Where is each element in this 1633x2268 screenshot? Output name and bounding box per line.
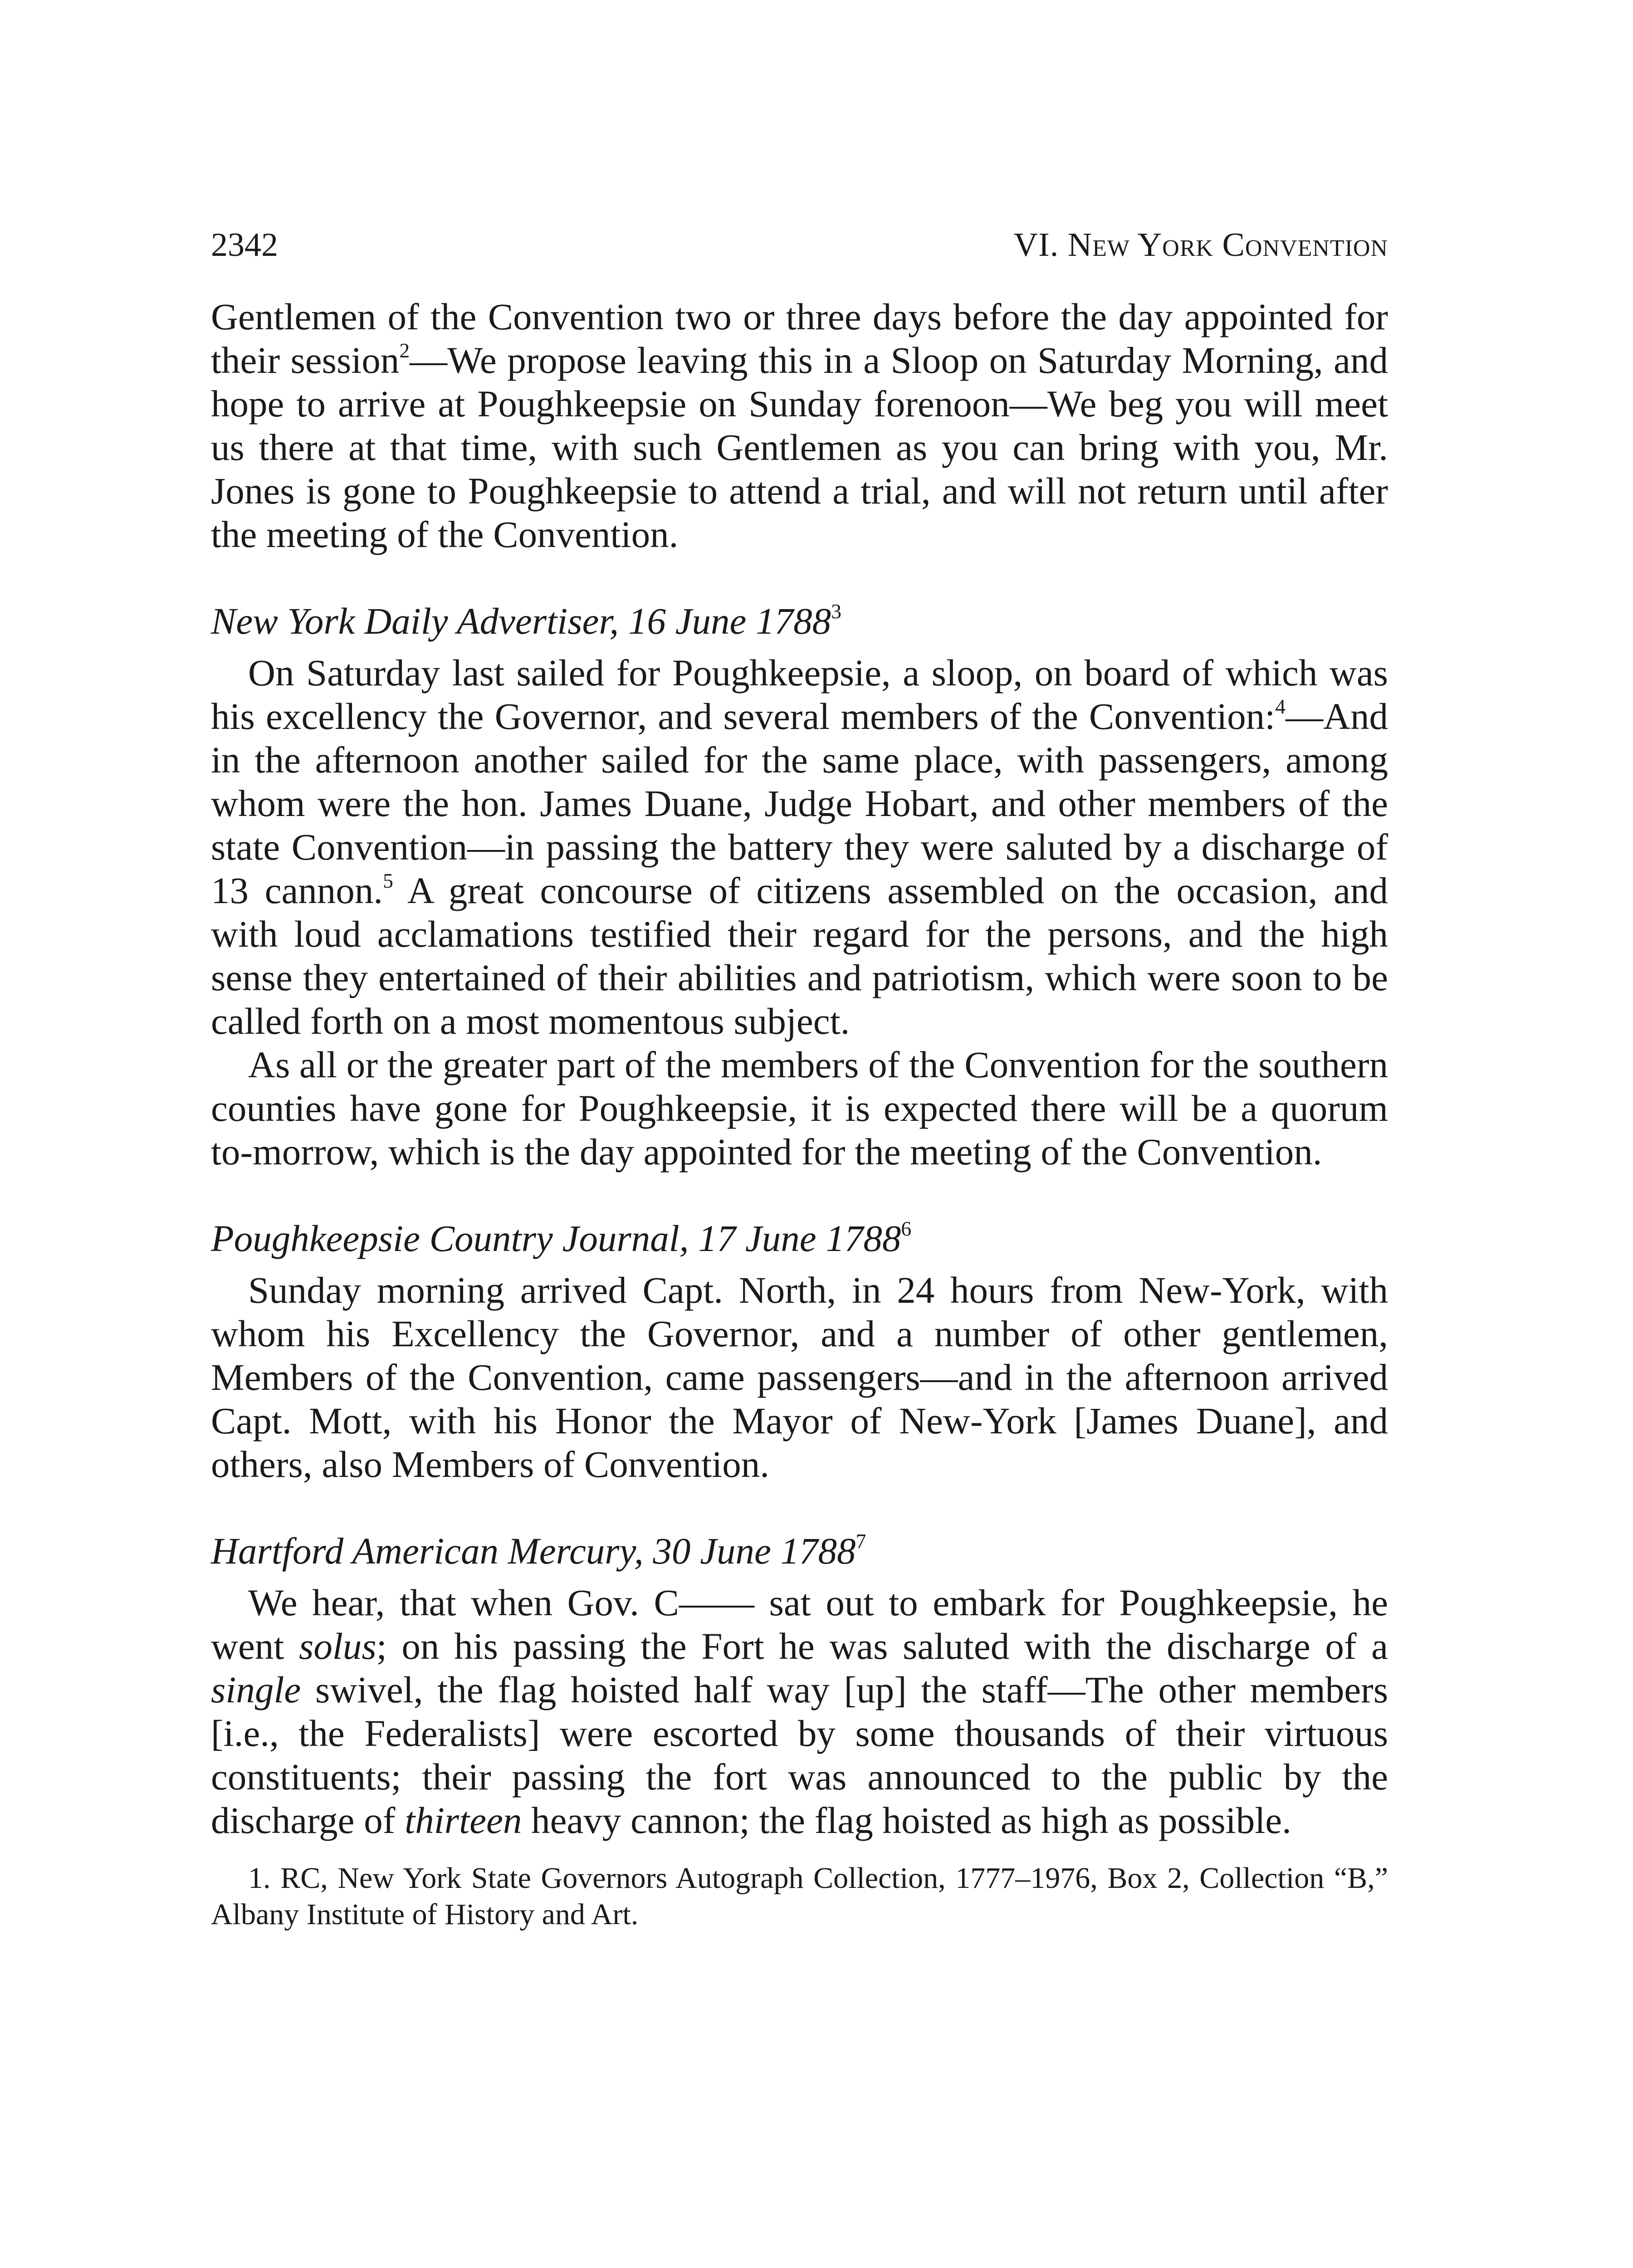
running-head	[1014, 222, 1388, 268]
s3-italic-solus: solus	[299, 1625, 376, 1667]
s3-text-c: swivel, the flag hoisted half way [up] the staff—The other members [i.e., the Federalists] were escorted by some thousands of their virtuous constituents; their passing the fort was announced to the public by the discharge of	[211, 1669, 1388, 1841]
section-source-heading-2	[211, 1217, 1388, 1260]
section-source-heading-1	[211, 599, 1388, 643]
s3-italic-thirteen: thirteen	[405, 1799, 522, 1841]
source-title-2: Poughkeepsie Country Journal, 17 June 1788	[211, 1217, 901, 1259]
letter-text-a: Gentlemen of the Convention two or three days before the day appointed for their session	[211, 296, 1388, 381]
s1-text-c: A great concourse of citizens assembled on the occasion, and with loud acclamations testified their regard for the persons, and the high sense they entertained of their abilities and patriotism, which were soon to be called forth on a most momentous subject.	[211, 870, 1388, 1042]
footnote-ref-7: 7	[856, 1529, 866, 1553]
source-title-3: Hartford American Mercury, 30 June 1788	[211, 1530, 856, 1572]
source-title-1: New York Daily Advertiser, 16 June 1788	[211, 600, 831, 642]
s3-text-b: ; on his passing the Fort he was saluted with the discharge of a	[376, 1625, 1389, 1667]
body-text	[211, 295, 1388, 1933]
section3-paragraph-1	[211, 1581, 1388, 1842]
s1-text-b: —And in the afternoon another sailed for the same place, with passengers, among whom were the hon. James Duane, Judge Hobart, and other members of the state Convention—in passing the battery they were saluted by a discharge of 13 cannon.	[211, 695, 1388, 911]
section-source-heading-3	[211, 1529, 1388, 1573]
footnote-ref-3: 3	[831, 599, 841, 623]
letter-text-b: —We propose leaving this in a Sloop on Saturday Morning, and hope to arrive at Poughkeepsie on Sunday forenoon—We beg you will meet us there at that time, with such Gentlemen as you can bring with you, Mr. Jones is gone to Poughkeepsie to attend a trial, and will not return until after the meeting of the Convention.	[211, 339, 1388, 555]
page-header	[211, 222, 1388, 268]
footnote-ref-6: 6	[901, 1217, 912, 1240]
page-number: 2342	[211, 226, 278, 264]
running-head-title: New York Convention	[1067, 226, 1388, 264]
running-head-roman: VI.	[1013, 226, 1059, 264]
footnote-1: 1. RC, New York State Governors Autograph Collection, 1777–1976, Box 2, Collection “B,” Albany Institute of History and Art.	[211, 1862, 1388, 1931]
section1-paragraph-1	[211, 651, 1388, 1043]
footnote-ref-4: 4	[1275, 694, 1286, 718]
s3-italic-single: single	[211, 1669, 301, 1711]
section1-paragraph-2: As all or the greater part of the members of the Convention for the southern counties have gone for Poughkeepsie, it is expected there will be a quorum to-morrow, which is the day appointed for the meeting of the Convention.	[211, 1044, 1388, 1173]
s3-text-a: We hear, that when Gov. C—— sat out to embark for Poughkeepsie, he went	[211, 1582, 1388, 1667]
s1-text-a: On Saturday last sailed for Poughkeepsie, a sloop, on board of which was his excellency the Governor, and several members of the Convention:	[211, 652, 1388, 737]
footnote-ref-2: 2	[399, 338, 410, 362]
footnote-ref-5: 5	[383, 869, 393, 892]
s3-text-d: heavy cannon; the flag hoisted as high as possible.	[522, 1799, 1291, 1841]
letter-continuation-paragraph	[211, 295, 1388, 556]
section2-paragraph-1: Sunday morning arrived Capt. North, in 24 hours from New-York, with whom his Excellency the Governor, and a number of other gentlemen, Members of the Convention, came passengers—and in the afternoon arrived Capt. Mott, with his Honor the Mayor of New-York [James Duane], and others, also Members of Convention.	[211, 1269, 1388, 1485]
